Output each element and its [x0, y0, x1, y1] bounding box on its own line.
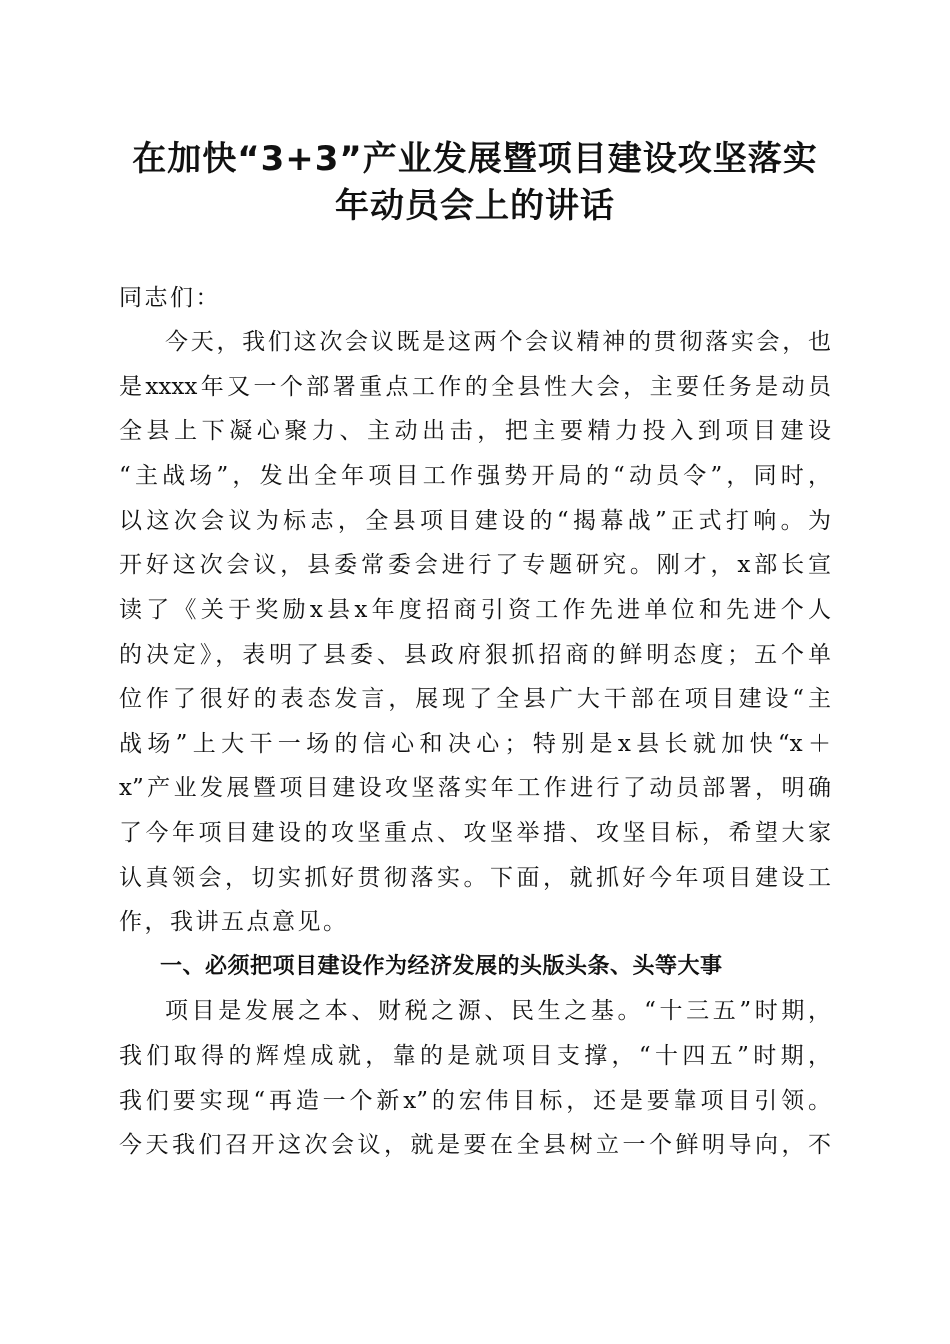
paragraph-1-line-3: 全县上下凝心聚力、主动出击，把主要精力投入到项目建设: [119, 418, 831, 444]
paragraph-2-line-4: 今天我们召开这次会议，就是要在全县树立一个鲜明导向，不: [119, 1132, 831, 1158]
paragraph-1-line-10: 战场”上大干一场的信心和决心；特别是x县长就加快“x＋: [119, 731, 831, 757]
paragraph-1-line-14: 作，我讲五点意见。: [119, 909, 349, 935]
paragraph-2-line-3: 我们要实现“再造一个新x”的宏伟目标，还是要靠项目引领。: [119, 1088, 831, 1114]
paragraph-1-line-7: 读了《关于奖励x县x年度招商引资工作先进单位和先进个人: [119, 597, 831, 623]
paragraph-1-line-11: x”产业发展暨项目建设攻坚落实年工作进行了动员部署，明确: [119, 775, 831, 801]
paragraph-1-line-13: 认真领会，切实抓好贯彻落实。下面，就抓好今年项目建设工: [119, 865, 831, 891]
paragraph-1-line-6: 开好这次会议，县委常委会进行了专题研究。刚才，x部长宣: [119, 552, 831, 578]
paragraph-2-line-2: 我们取得的辉煌成就，靠的是就项目支撑，“十四五”时期，: [119, 1043, 831, 1069]
document-title-line-1: 在加快“3+3”产业发展暨项目建设攻坚落实: [132, 139, 818, 179]
paragraph-1-line-8: 的决定》，表明了县委、县政府狠抓招商的鲜明态度；五个单: [119, 642, 831, 668]
paragraph-1-line-12: 了今年项目建设的攻坚重点、攻坚举措、攻坚目标，希望大家: [119, 820, 831, 846]
paragraph-2-line-1: 项目是发展之本、财税之源、民生之基。“十三五”时期，: [165, 998, 831, 1024]
paragraph-1-line-4: “主战场”，发出全年项目工作强势开局的“动员令”，同时，: [119, 463, 831, 489]
paragraph-1-line-1: 今天，我们这次会议既是这两个会议精神的贯彻落实会，也: [165, 329, 831, 355]
document-title-line-2: 年动员会上的讲话: [335, 186, 615, 226]
paragraph-1-line-2: 是xxxx年又一个部署重点工作的全县性大会，主要任务是动员: [119, 374, 831, 400]
paragraph-1-line-9: 位作了很好的表态发言，展现了全县广大干部在项目建设“主: [119, 686, 831, 712]
section-1-heading: 一、必须把项目建设作为经济发展的头版头条、头等大事: [160, 954, 723, 979]
paragraph-1-line-5: 以这次会议为标志，全县项目建设的“揭幕战”正式打响。为: [119, 508, 831, 534]
salutation: 同志们：: [119, 285, 221, 311]
